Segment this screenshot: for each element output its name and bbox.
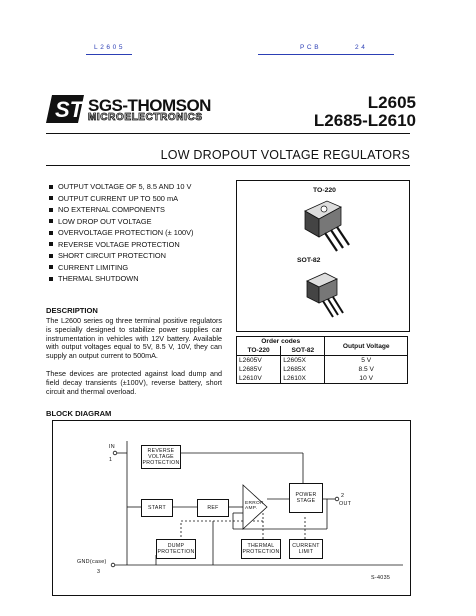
output-voltage-header: Output Voltage xyxy=(325,337,408,356)
out-label: OUT xyxy=(339,501,352,507)
block-diagram xyxy=(52,420,411,596)
ref-block: REF xyxy=(197,499,229,517)
block-diagram-wiring xyxy=(53,421,410,595)
description-paragraph-2: These devices are protected against load dump and field decay transients (±100V), reverse battery, short circuit and thermal overload. xyxy=(46,369,222,396)
dump-protection-block: DUMP PROTECTION xyxy=(156,539,196,559)
error-amp-label: ERROR AMP. xyxy=(245,501,264,512)
table-cell: L2610V xyxy=(237,374,281,384)
brand-subname: MICROELECTRONICS xyxy=(88,112,203,123)
table-cell: L2605X xyxy=(281,356,325,366)
sot82-package-icon xyxy=(297,267,357,327)
table-cell: 5 V xyxy=(325,356,408,366)
thermal-protection-block: THERMAL PROTECTION xyxy=(241,539,281,559)
header-underline-left xyxy=(86,54,132,55)
table-row xyxy=(237,365,408,374)
figure-code: S-4035 xyxy=(371,575,391,581)
divider-title xyxy=(46,165,410,166)
feature-item: SHORT CIRCUIT PROTECTION xyxy=(46,250,236,262)
gnd-pin: 3 xyxy=(97,569,101,575)
table-row xyxy=(237,356,408,366)
reverse-protection-block: REVERSE VOLTAGE PROTECTION xyxy=(141,445,181,469)
current-limit-block: CURRENT LIMIT xyxy=(289,539,323,559)
feature-item: LOW DROP OUT VOLTAGE xyxy=(46,216,236,228)
to220-package-icon xyxy=(297,197,357,257)
part-number-line1: L2605 xyxy=(367,93,416,112)
description-heading: DESCRIPTION xyxy=(46,306,98,315)
part-number-line2: L2685-L2610 xyxy=(313,111,416,130)
feature-item: REVERSE VOLTAGE PROTECTION xyxy=(46,239,236,251)
in-pin: 1 xyxy=(109,457,113,463)
brand-name: SGS-THOMSON xyxy=(88,96,211,115)
table-cell: L2685V xyxy=(237,365,281,374)
order-codes-table xyxy=(236,336,408,384)
package-box xyxy=(236,180,410,332)
table-cell: L2685X xyxy=(281,365,325,374)
power-stage-block: POWER STAGE xyxy=(289,483,323,513)
col-header-to220: TO-220 xyxy=(237,346,281,356)
table-cell: L2605V xyxy=(237,356,281,366)
package-label-to220: TO-220 xyxy=(313,187,336,194)
feature-item: OVERVOLTAGE PROTECTION (± 100V) xyxy=(46,227,236,239)
out-pin: 2 xyxy=(341,493,345,499)
feature-item: CURRENT LIMITING xyxy=(46,262,236,274)
start-block: START xyxy=(141,499,173,517)
package-label-sot82: SOT-82 xyxy=(297,257,321,264)
table-cell: 8.5 V xyxy=(325,365,408,374)
table-cell: L2610X xyxy=(281,374,325,384)
feature-item: THERMAL SHUTDOWN xyxy=(46,273,236,285)
block-diagram-heading: BLOCK DIAGRAM xyxy=(46,409,112,418)
col-header-sot82: SOT-82 xyxy=(281,346,325,356)
document-title: LOW DROPOUT VOLTAGE REGULATORS xyxy=(160,148,410,162)
table-row xyxy=(237,374,408,384)
table-cell: 10 V xyxy=(325,374,408,384)
header-left-code: L2605 xyxy=(94,44,126,51)
divider-top xyxy=(46,133,410,134)
header-underline-right xyxy=(258,54,394,55)
feature-item: NO EXTERNAL COMPONENTS xyxy=(46,204,236,216)
svg-text:ST: ST xyxy=(55,97,84,122)
header-center-code: PCB xyxy=(300,44,322,51)
gnd-label: GND(case) xyxy=(77,559,107,565)
header-right-code: 24 xyxy=(355,44,368,51)
in-label: IN xyxy=(109,444,115,450)
feature-list xyxy=(46,181,236,285)
order-codes-header: Order codes xyxy=(237,337,325,347)
feature-item: OUTPUT VOLTAGE OF 5, 8.5 AND 10 V xyxy=(46,181,236,193)
description-paragraph-1: The L2600 series og three terminal positive regulators is specially designed to stabilize power supplies car instrumentation in vehicles with 12V battery. Available with output voltages equal to 5V, 8.5 V, 10V, they can supply an output current to 500mA. xyxy=(46,316,222,361)
st-logo-icon xyxy=(46,95,84,123)
feature-item: OUTPUT CURRENT UP TO 500 mA xyxy=(46,193,236,205)
